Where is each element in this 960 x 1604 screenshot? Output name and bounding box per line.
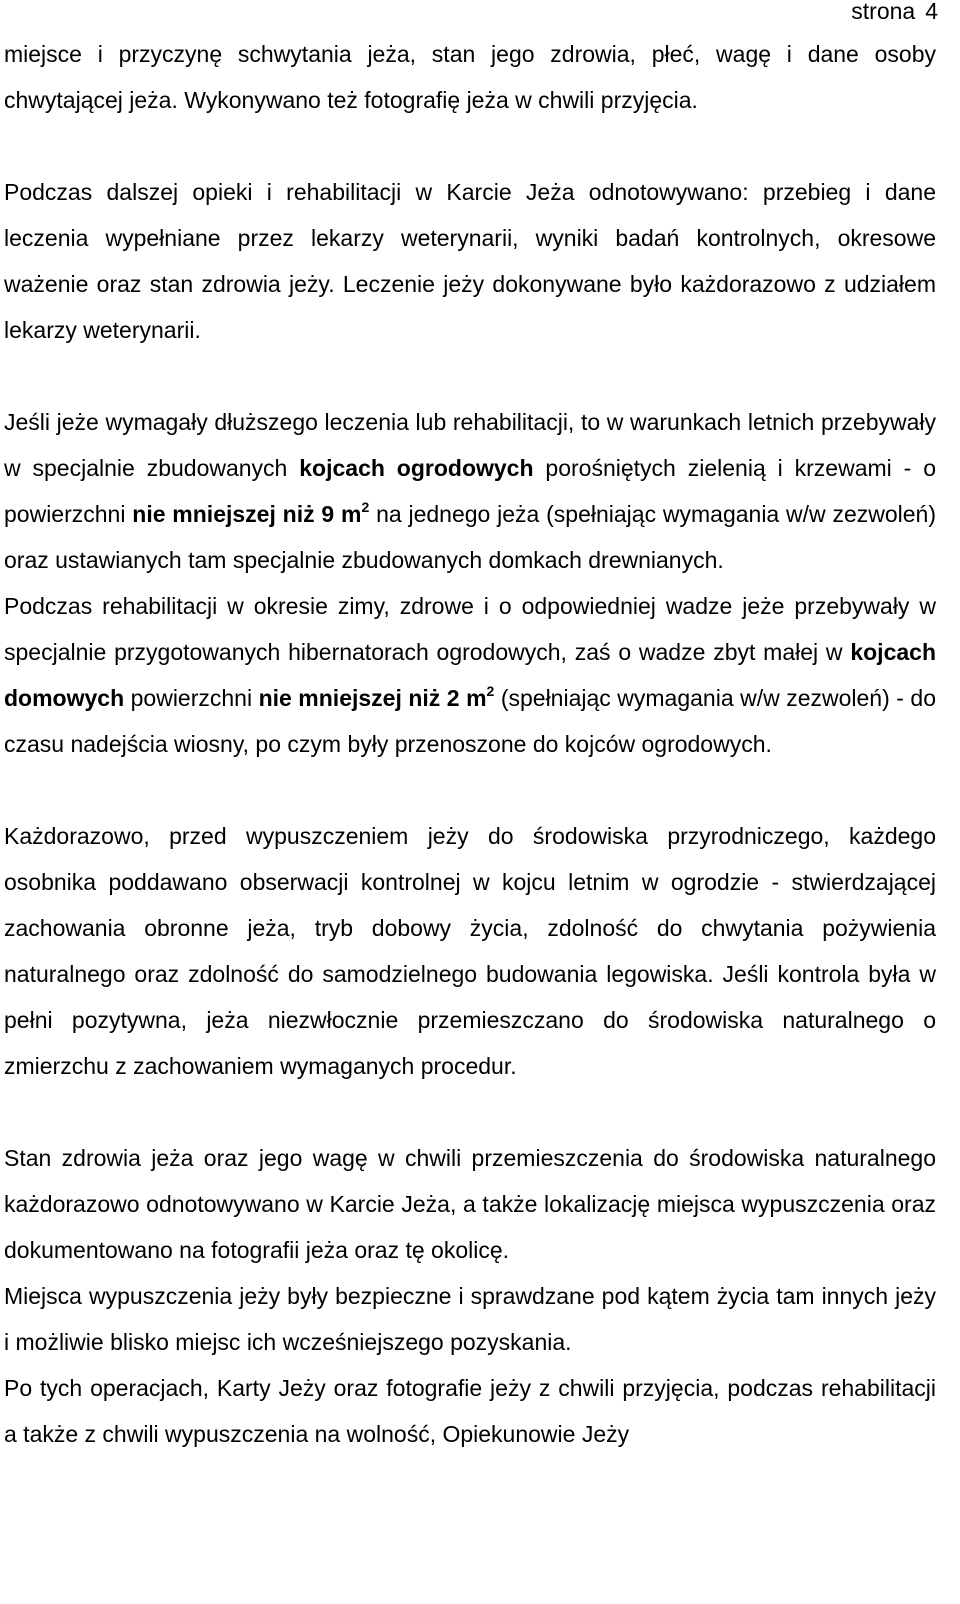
text-segment: na jednego jeża (spełniając wymagania w/w zezwoleń) oraz ustawianych tam specjalnie zbudowanych domkach drewnianych. (4, 501, 936, 573)
paragraph-release-locations: Miejsca wypuszczenia jeży były bezpieczne i sprawdzane pod kątem życia tam innych jeży i możliwie blisko miejsc ich wcześniejszego pozyskania. (4, 1283, 936, 1355)
text-segment: Jeśli jeże wymagały dłuższego leczenia lub rehabilitacji, to w warunkach letnich przebywały w specjalnie zbudowanych (4, 409, 936, 481)
paragraph-rehabilitation-records: Podczas dalszej opieki i rehabilitacji w Karcie Jeża odnotowywano: przebieg i dane leczenia wypełniane przez lekarzy weterynarii, wyniki badań kontrolnych, okresowe ważenie oraz stan zdrowia jeży. Leczenie jeży dokonywane było każdorazowo z udziałem lekarzy weterynarii. (4, 179, 936, 343)
superscript-squared: 2 (361, 499, 370, 515)
paragraph-after-operations: Po tych operacjach, Karty Jeży oraz fotografie jeży z chwili przyjęcia, podczas rehabilitacji a także z chwili wypuszczenia na wolność, Opiekunowie Jeży (4, 1375, 936, 1447)
paragraph-winter-enclosures (4, 583, 936, 767)
bold-area-2m: nie mniejszej niż 2 m (258, 685, 487, 711)
bold-area-9m: nie mniejszej niż 9 m (132, 501, 362, 527)
bold-home-enclosures: kojcach domowych (4, 639, 936, 711)
paragraph-release-observation: Każdorazowo, przed wypuszczeniem jeży do środowiska przyrodniczego, każdego osobnika poddawano obserwacji kontrolnej w kojcu letnim w ogrodzie - stwierdzającej zachowania obronne jeża, tryb dobowy życia, zdolność do chwytania pożywienia naturalnego oraz zdolność do samodzielnego budowania legowiska. Jeśli kontrola była w pełni pozytywna, jeża niezwłocznie przemieszczano do środowiska naturalnego o zmierzchu z zachowaniem wymaganych procedur. (4, 823, 936, 1079)
document-body (4, 31, 936, 1457)
paragraph-continuation: miejsce i przyczynę schwytania jeża, stan jego zdrowia, płeć, wagę i dane osoby chwytającej jeża. Wykonywano też fotografię jeża w chwili przyjęcia. (4, 41, 936, 113)
text-segment: Podczas rehabilitacji w okresie zimy, zdrowe i o odpowiedniej wadze jeże przebywały w specjalnie przygotowanych hibernatorach ogrodowych, zaś o wadze zbyt małej w (4, 593, 936, 665)
paragraph-summer-enclosures (4, 399, 936, 583)
paragraph-release-records: Stan zdrowia jeża oraz jego wagę w chwili przemieszczenia do środowiska naturalnego każdorazowo odnotowywano w Karcie Jeża, a także lokalizację miejsca wypuszczenia oraz dokumentowano na fotografii jeża oraz tę okolicę. (4, 1145, 936, 1263)
superscript-squared: 2 (486, 683, 495, 699)
page-header (851, 0, 938, 23)
text-segment: porośniętych zielenią i krzewami - o powierzchni (4, 455, 937, 527)
text-segment: powierzchni (124, 685, 259, 711)
page-label: strona (851, 0, 916, 24)
page-number: 4 (925, 0, 938, 24)
text-segment: (spełniając wymagania w/w zezwoleń) - do czasu nadejścia wiosny, po czym były przenoszone do kojców ogrodowych. (4, 685, 936, 757)
bold-garden-enclosures: kojcach ogrodowych (299, 455, 534, 481)
